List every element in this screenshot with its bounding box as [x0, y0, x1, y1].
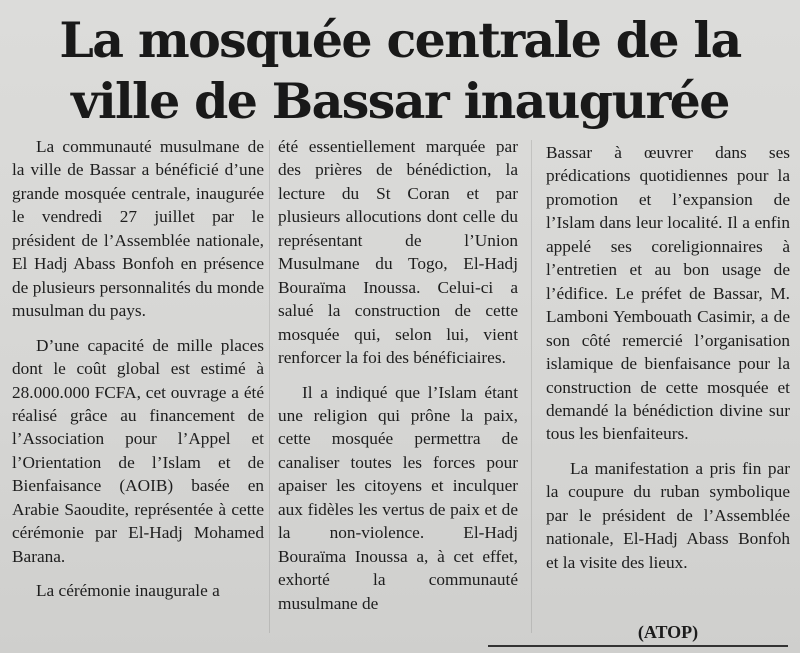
- column-divider: [531, 140, 532, 633]
- column-divider: [269, 140, 270, 633]
- article-column-3: [546, 141, 790, 574]
- paragraph: La communauté musulmane de la ville de Bassar a bénéficié d’une grande mosquée centrale, inaugurée le vendredi 27 juillet par le président de l’Assemblée nationale, El Hadj Abass Bonfoh en présence de plusieurs personnalités du monde musulman du pays.: [12, 137, 264, 321]
- paragraph: La cérémonie inaugurale a: [36, 581, 220, 601]
- headline-line-1: La mosquée centrale de la: [59, 11, 741, 69]
- bottom-rule: [488, 645, 788, 647]
- article-column-2: [278, 135, 518, 615]
- paragraph: La manifestation a pris fin par la coupure du ruban symbolique par le président de l’Assemblée nationale, El-Hadj Abass Bonfoh et la visite des lieux.: [546, 458, 790, 572]
- paragraph: D’une capacité de mille places dont le coût global est estimé à 28.000.000 FCFA, cet ouvrage a été réalisé grâce au financement de l’Association pour l’Appel et l’Orientation de l’Islam et de Bienfaisance (AOIB) basée en Arabie Saoudite, représentée à cette cérémonie par El-Hadj Mohamed Barana.: [12, 335, 264, 566]
- paragraph: été essentiellement marquée par des prières de bénédiction, la lecture du St Coran et par plusieurs allocutions dont celle du représentant de l’Union Musulmane du Togo, El-Hadj Bouraïma Inoussa. Celui-ci a salué la construction de cette mosquée qui, selon lui, vient renforcer la foi des bénéficiaires.: [278, 137, 518, 368]
- article-column-1: [12, 135, 264, 603]
- paragraph: Il a indiqué que l’Islam étant une religion qui prône la paix, cette mosquée permettra de canaliser toutes les forces pour apaiser les citoyens et inculquer aux fidèles les vertus de paix et de la non-violence. El-Hadj Bouraïma Inoussa a, à cet effet, exhorté la communauté musulmane de: [278, 382, 518, 613]
- paragraph: Bassar à œuvrer dans ses prédications quotidiennes pour la promotion et l’expansion de l’Islam dans leur localité. Il a enfin appelé ses coreligionnaires à l’entretien et au bon usage de l’édifice. Le préfet de Bassar, M. Lamboni Yembouath Casimir, a de son côté remercié l’organisation islamique de bienfaisance pour la construction de cette mosquée et demandé la bénédiction divine sur tous les bienfaiteurs.: [546, 143, 790, 444]
- article-headline: [10, 10, 790, 132]
- article-signature: (ATOP): [637, 622, 699, 642]
- headline-line-2: ville de Bassar inaugurée: [71, 72, 729, 130]
